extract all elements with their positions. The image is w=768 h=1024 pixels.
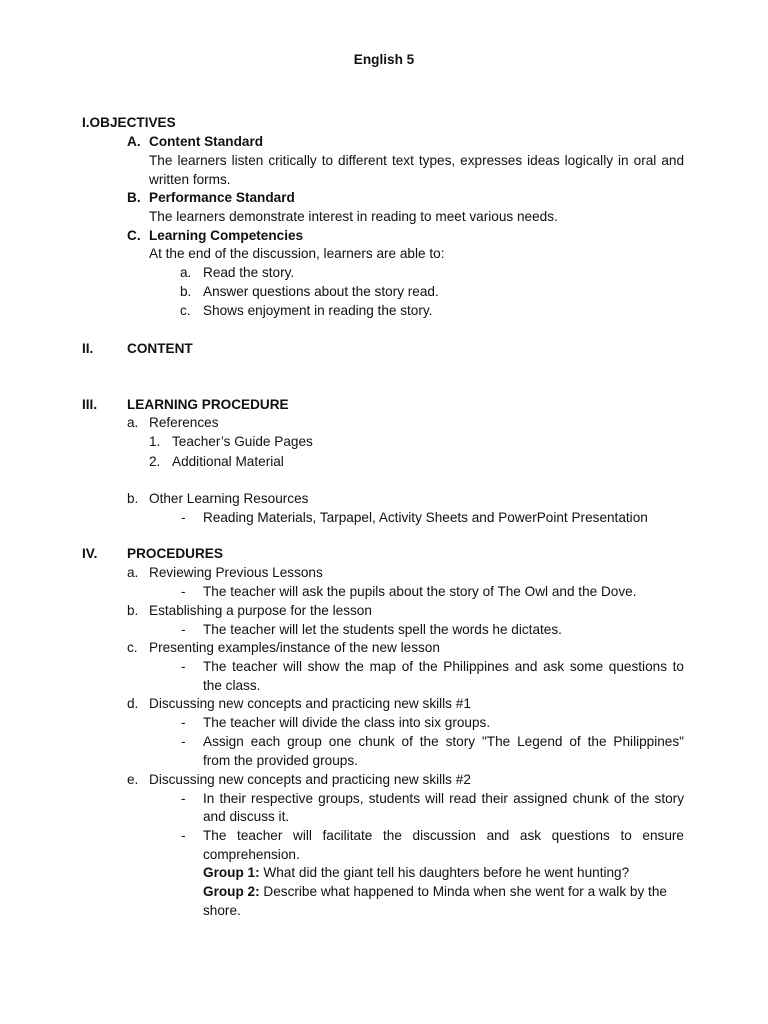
procedure-marker: b. [127, 603, 139, 618]
procedure-marker: a. [127, 565, 139, 580]
procedure-item-continued: and discuss it. [203, 809, 290, 824]
competency-marker: c. [180, 303, 191, 318]
learning-procedure-heading: LEARNING PROCEDURE [127, 397, 289, 412]
performance-standard-title: Performance Standard [149, 190, 295, 205]
competency-item: Shows enjoyment in reading the story. [203, 303, 433, 318]
bullet-dash: - [181, 622, 186, 637]
reference-item: Teacher’s Guide Pages [172, 434, 313, 449]
group-1-text: What did the giant tell his daughters before he went hunting? [259, 865, 630, 880]
procedures-heading: PROCEDURES [127, 546, 223, 561]
learning-procedure-numeral: III. [82, 397, 98, 412]
group-2-question [203, 883, 684, 901]
content-standard-text-1: The learners listen critically to different text types, expresses ideas logically in oral and [149, 153, 684, 168]
page-title: English 5 [353, 52, 415, 67]
procedure-marker: d. [127, 696, 139, 711]
group-2-text: Describe what happened to Minda when she went for a walk by the [259, 884, 667, 899]
content-heading: CONTENT [127, 341, 193, 356]
procedure-item: The teacher will ask the pupils about the story of The Owl and the Dove. [203, 584, 637, 599]
procedure-item: The teacher will show the map of the Philippines and ask some questions to [203, 659, 684, 674]
procedure-item: Assign each group one chunk of the story "The Legend of the Philippines" [203, 734, 684, 749]
performance-standard-text: The learners demonstrate interest in reading to meet various needs. [149, 209, 558, 224]
competency-item: Answer questions about the story read. [203, 284, 439, 299]
group-2-label: Group 2: [203, 884, 260, 899]
procedure-item: The teacher will facilitate the discussion and ask questions to ensure [203, 828, 684, 843]
procedure-label: Discussing new concepts and practicing new skills #1 [149, 696, 471, 711]
competency-marker: a. [180, 265, 192, 280]
objectives-heading: I.OBJECTIVES [82, 115, 176, 130]
bullet-dash: - [181, 715, 186, 730]
group-1-label: Group 1: [203, 865, 260, 880]
procedure-marker: c. [127, 640, 138, 655]
group-1-question [203, 864, 629, 882]
performance-standard-marker: B. [127, 190, 141, 205]
content-standard-text-2: written forms. [149, 172, 231, 187]
content-standard-title: Content Standard [149, 134, 264, 149]
procedure-label: Establishing a purpose for the lesson [149, 603, 372, 618]
competency-item: Read the story. [203, 265, 295, 280]
procedure-label: Discussing new concepts and practicing new skills #2 [149, 772, 471, 787]
procedure-marker: e. [127, 772, 139, 787]
content-numeral: II. [82, 341, 94, 356]
bullet-dash: - [181, 584, 186, 599]
procedure-item: In their respective groups, students will read their assigned chunk of the story [203, 791, 684, 806]
bullet-dash: - [181, 510, 186, 525]
other-resources-marker: b. [127, 491, 139, 506]
references-label: References [149, 415, 219, 430]
group-2-text-continued: shore. [203, 903, 241, 918]
reference-item: Additional Material [172, 454, 284, 469]
reference-marker: 1. [149, 434, 161, 449]
procedures-numeral: IV. [82, 546, 98, 561]
content-standard-marker: A. [127, 134, 141, 149]
competencies-text: At the end of the discussion, learners are able to: [149, 246, 445, 261]
bullet-dash: - [181, 828, 186, 843]
other-resources-item: Reading Materials, Tarpapel, Activity Sheets and PowerPoint Presentation [203, 510, 648, 525]
procedure-item-continued: from the provided groups. [203, 753, 358, 768]
competencies-title: Learning Competencies [149, 228, 304, 243]
bullet-dash: - [181, 791, 186, 806]
procedure-item-continued: comprehension. [203, 847, 300, 862]
competencies-marker: C. [127, 228, 141, 243]
competency-marker: b. [180, 284, 192, 299]
bullet-dash: - [181, 734, 186, 749]
reference-marker: 2. [149, 454, 161, 469]
procedure-label: Reviewing Previous Lessons [149, 565, 323, 580]
procedure-item-continued: the class. [203, 678, 261, 693]
procedure-label: Presenting examples/instance of the new lesson [149, 640, 440, 655]
procedure-item: The teacher will let the students spell the words he dictates. [203, 622, 562, 637]
procedure-item: The teacher will divide the class into six groups. [203, 715, 491, 730]
references-marker: a. [127, 415, 139, 430]
bullet-dash: - [181, 659, 186, 674]
other-resources-label: Other Learning Resources [149, 491, 309, 506]
